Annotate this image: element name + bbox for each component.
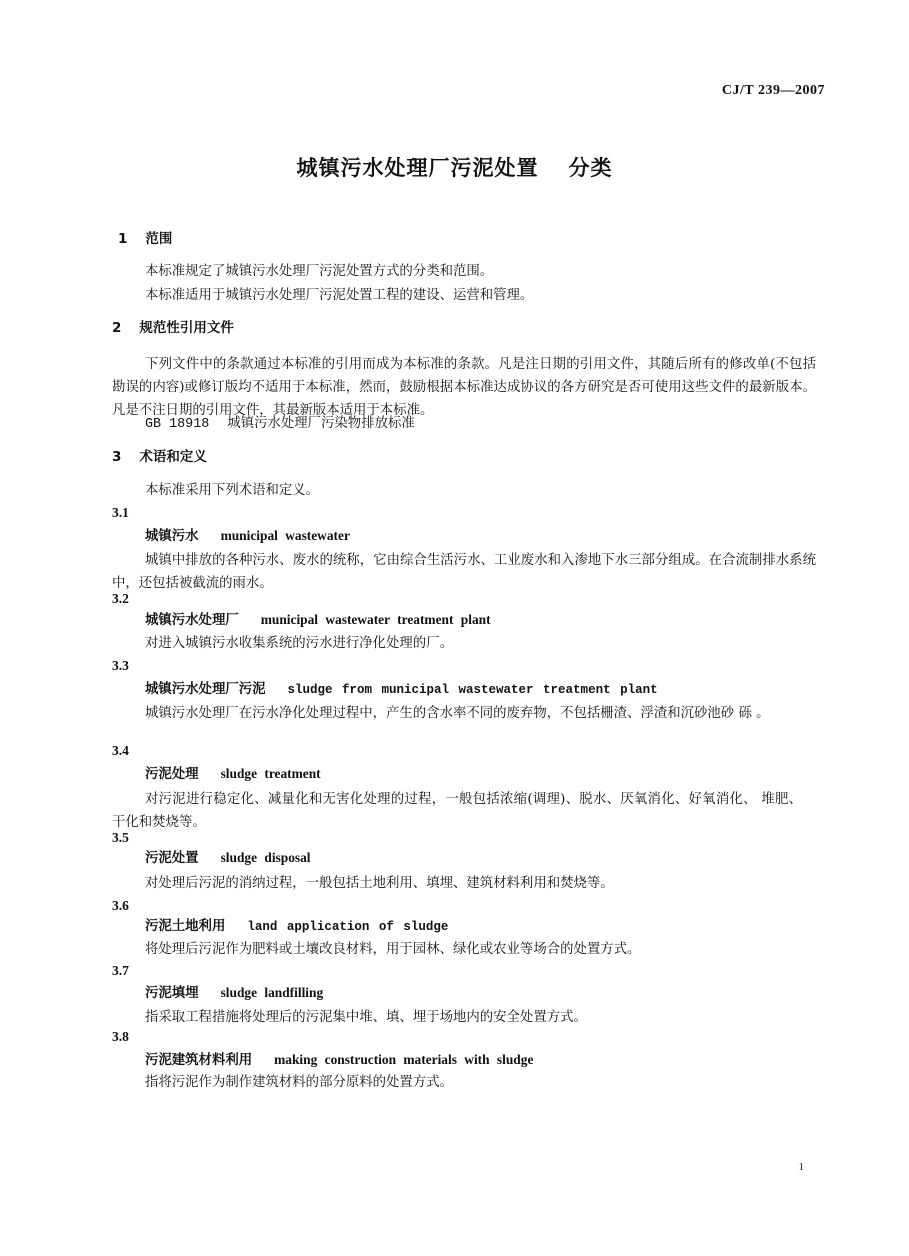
term-zh: 城镇污水处理厂污泥 [145,682,266,697]
term-en: municipal wastewater [220,528,350,543]
term-en: municipal wastewater treatment plant [260,612,491,627]
term-number: 3.1 [112,505,129,520]
document-title [0,152,909,182]
term-heading [145,1051,533,1070]
term-definition: 城镇污水处理厂在污水净化处理过程中，产生的含水率不同的废弃物，不包括栅渣、浮渣和沉砂池砂 砾 。 [145,706,770,721]
term-heading [145,527,350,546]
term-heading [145,765,321,784]
section-2-heading [112,319,234,337]
term-definition: 指将污泥作为制作建筑材料的部分原料的处置方式。 [145,1075,453,1090]
term-en: making construction materials with sludge [274,1052,534,1067]
term-number: 3.6 [112,898,129,913]
term-zh: 城镇污水 [145,529,199,544]
section-title: 范围 [145,231,173,247]
term-heading [145,984,323,1003]
term-heading [145,849,311,868]
term-heading [145,918,448,936]
term-zh: 污泥土地利用 [145,919,226,934]
term-definition: 将处理后污泥作为肥料或土壤改良材料，用于园林、绿化或农业等场合的处置方式。 [145,942,641,957]
term-zh: 污泥填埋 [145,986,199,1001]
page-number: 1 [798,1161,804,1173]
reference-code: GB 18918 [145,417,210,432]
term-definition: 城镇中排放的各种污水、废水的统称，它由综合生活污水、工业废水和入渗地下水三部分组成。在合流制排水系统中，还包括被截流的雨水。 [112,553,816,591]
section-number: 1 [118,231,128,247]
section-1-heading [118,230,172,248]
term-definition: 对污泥进行稳定化、减量化和无害化处理的过程，一般包括浓缩(调理)、脱水、厌氧消化、好氧消化、 堆肥、干化和焚烧等。 [112,792,802,830]
section-title: 术语和定义 [139,449,207,465]
section-number: 2 [112,320,122,336]
term-definition: 对处理后污泥的消纳过程，一般包括土地利用、填埋、建筑材料利用和焚烧等。 [145,876,614,891]
section-3-intro: 本标准采用下列术语和定义。 [145,483,320,498]
term-definition: 对进入城镇污水收集系统的污水进行净化处理的厂。 [145,636,453,651]
term-number: 3.3 [112,658,129,673]
term-en: sludge disposal [220,850,311,865]
section-title: 规范性引用文件 [139,320,234,336]
term-number: 3.4 [112,743,129,758]
term-heading [145,611,491,630]
term-number: 3.8 [112,1029,129,1044]
term-en: sludge treatment [220,766,321,781]
term-number: 3.5 [112,830,129,845]
term-zh: 城镇污水处理厂 [145,613,239,628]
term-number: 3.7 [112,963,129,978]
title-main: 城镇污水处理厂污泥处置 [296,156,539,180]
term-number: 3.2 [112,591,129,606]
title-suffix: 分类 [568,156,613,180]
normative-reference [145,415,415,434]
term-en: sludge from municipal wastewater treatment plant [287,683,658,697]
term-definition: 指采取工程措施将处理后的污泥集中堆、填、埋于场地内的安全处置方式。 [145,1010,587,1025]
reference-title: 城镇污水处理厂污染物排放标准 [227,416,415,431]
section-number: 3 [112,449,122,465]
term-en: land application of sludge [247,920,449,934]
term-zh: 污泥处置 [145,851,199,866]
section-1-paragraph-2: 本标准适用于城镇污水处理厂污泥处置工程的建设、运营和管理。 [145,288,534,303]
section-1-paragraph-1: 本标准规定了城镇污水处理厂污泥处置方式的分类和范围。 [145,264,494,279]
term-heading [145,681,658,699]
term-zh: 污泥处理 [145,767,199,782]
term-zh: 污泥建筑材料利用 [145,1053,253,1068]
standard-number: CJ/T 239—2007 [721,83,825,98]
section-2-paragraph: 下列文件中的条款通过本标准的引用而成为本标准的条款。凡是注日期的引用文件，其随后所有的修改单(不包括勘误的内容)或修订版均不适用于本标准，然而，鼓励根据本标准达成协议的各方研究是否可使用这些文件的最新版本。凡是不注日期的引用文件，其最新版本适用于本标准。 [112,357,816,418]
term-en: sludge landfilling [220,985,324,1000]
section-3-heading [112,448,207,466]
